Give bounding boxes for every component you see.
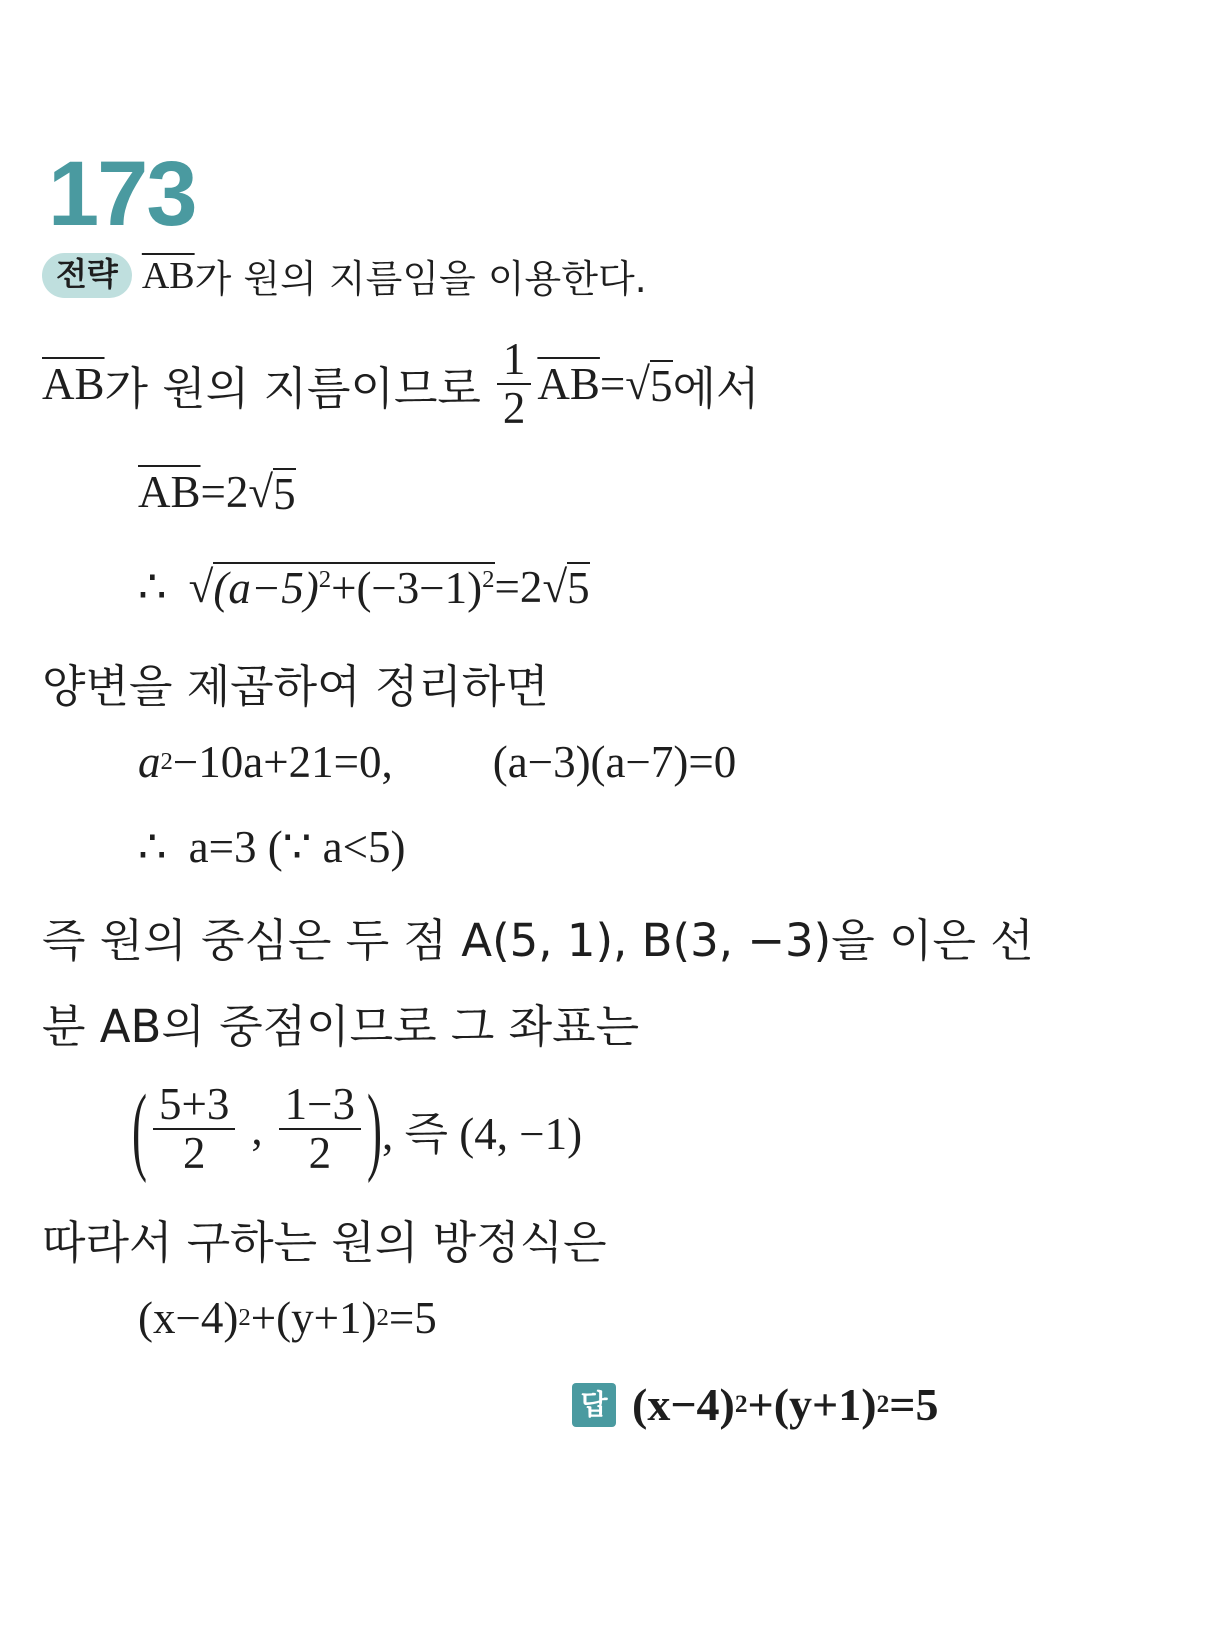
sqrt-symbol: √ [542,561,568,612]
solution-line-5 [138,736,736,788]
segment-ab: $\overline{AB}$ [42,359,105,409]
factored-equation: (a−3)(a−7)=0 [492,737,737,787]
sqrt-symbol: √ [625,359,650,409]
line-1-text: 가 원의 지름이므로 [104,361,481,415]
radicand: 5 [273,468,296,519]
line-7-text: 즉 원의 중심은 두 점 A(5, 1), B(3, −3)을 이은 선 [42,914,1034,967]
solution-a: a=3 (∵ a<5) [188,822,406,872]
solution-line-2 [138,466,296,518]
problem-number: 173 [48,143,196,245]
exponent: 2 [160,748,173,775]
solution-line-10: 따라서 구하는 원의 방정식은 [42,1216,607,1269]
solution-line-6 [138,820,405,873]
therefore-symbol: ∴ [138,822,167,872]
circle-equation-x: (x−4) [138,1293,239,1343]
fraction-y-coordinate: $\frac{1-3}{2}$ [279,1081,361,1178]
solution-line-11: (x−4) 2 +(y+1) 2 =5 [138,1293,437,1343]
solution-line-1 [42,334,759,434]
center-coordinates: , 즉 (4, −1) [382,1108,583,1159]
radicand: 5 [650,360,673,411]
strategy-text: 가 원의 지름임을 이용한다. [194,257,647,301]
radicand-distance: $(a-5)^2+(-3-1)^2$ [213,563,495,613]
therefore-symbol: ∴ [138,562,167,612]
solution-line-9 [132,1074,582,1184]
fraction-x-coordinate: $\frac{5+3}{2}$ [153,1081,235,1178]
segment-ab: $\overline{AB}$ [138,467,201,517]
right-paren: ) [367,1074,383,1184]
solution-line-4: 양변을 제곱하여 정리하면 [42,660,549,713]
answer-line: 답 (x−4) 2 +(y+1) 2 =5 [572,1378,938,1431]
equals-two: =2 [200,467,249,517]
variable-a: a [138,737,161,787]
circle-equation-rhs: =5 [388,1293,437,1343]
fraction-one-half [497,333,532,433]
line-1-tail: 에서 [672,361,760,415]
strategy-segment: $\overline{AB}$ [141,254,195,297]
strategy-line [42,248,647,303]
answer-x: (x−4) [632,1379,735,1430]
comma: , [251,1104,263,1154]
radicand: 5 [567,563,590,613]
equals-sign: = [599,359,626,409]
segment-ab: $\overline{AB}$ [537,359,600,409]
answer-y: +(y+1) [747,1379,877,1430]
solution-line-3 [138,560,590,613]
answer-icon: 답 [572,1383,616,1427]
left-paren: ( [132,1074,147,1184]
solution-line-7 [42,904,1034,969]
sqrt-symbol: √ [188,561,214,612]
line-8-text: 분 AB의 중점이므로 그 좌표는 [42,1000,640,1053]
equals-two: =2 [494,561,543,612]
quadratic-equation: −10a+21=0, [172,737,393,787]
fraction-denominator: 2 [502,383,526,433]
answer-rhs: =5 [889,1379,939,1430]
fraction-numerator: 1 [497,336,532,385]
sqrt-symbol: √ [248,467,274,517]
solution-line-8 [42,990,639,1055]
circle-equation-y: +(y+1) [250,1293,377,1343]
strategy-badge: 전략 [42,253,132,297]
